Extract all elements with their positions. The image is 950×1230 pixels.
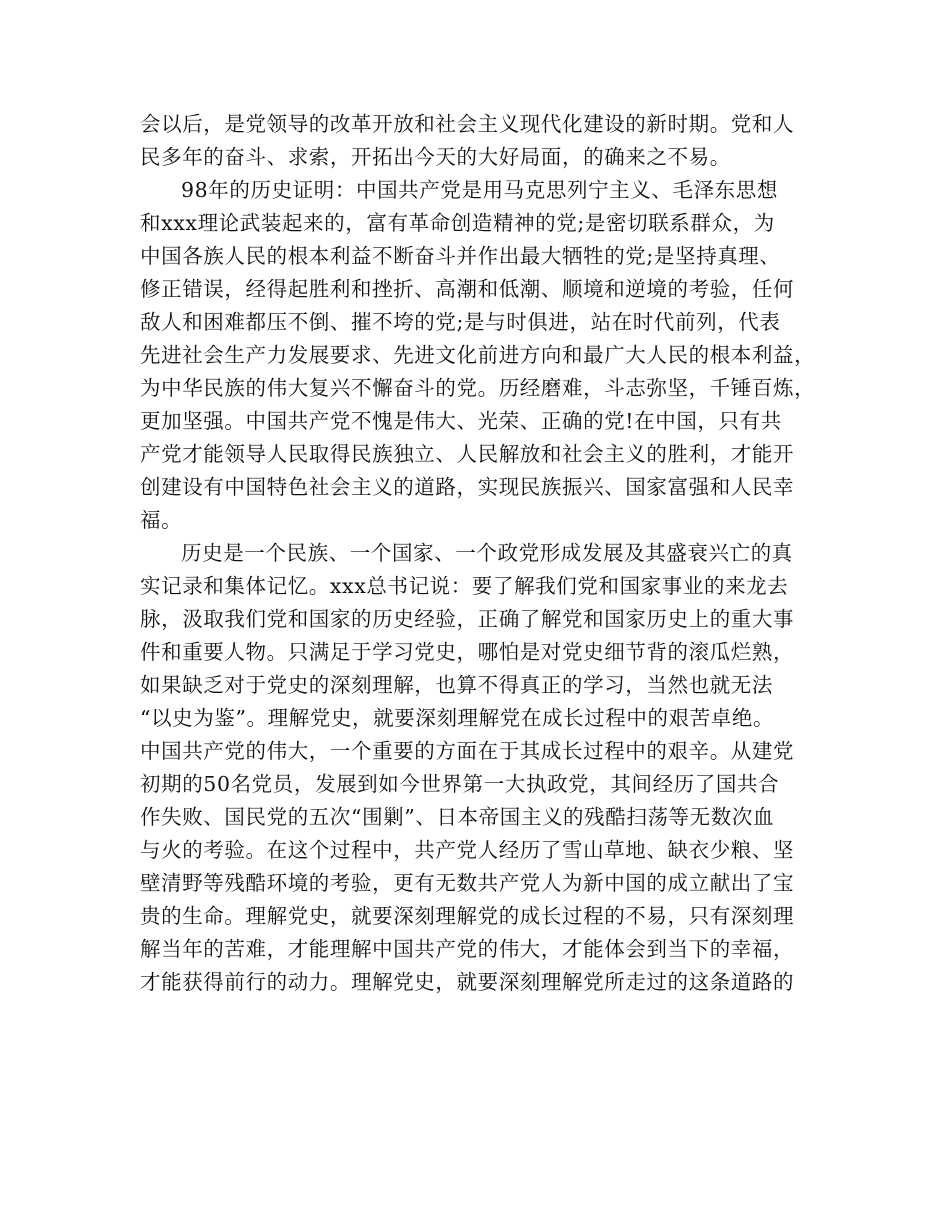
text-line: 更加坚强。中国共产党不愧是伟大、光荣、正确的党!在中国，只有共 [140,409,782,433]
text-line: 先进社会生产力发展要求、先进文化前进方向和最广大人民的根本利益， [140,343,816,367]
text-line: 如果缺乏对于党史的深刻理解，也算不得真正的学习，当然也就无法 [140,673,773,697]
text-line: 件和重要人物。只满足于学习党史，哪怕是对党史细节背的滚瓜烂熟， [140,640,795,664]
text-line: 壁清野等残酷环境的考验，更有无数共产党人为新中国的成立献出了宝 [140,871,795,895]
text-line: 作失败、国民党的五次“围剿”、日本帝国主义的残酷扫荡等无数次血 [140,805,775,829]
text-line: 创建设有中国特色社会主义的道路，实现民族振兴、国家富强和人民幸 [140,475,795,499]
paragraph-first-line: 98年的历史证明：中国共产党是用马克思列宁主义、毛泽东思想 [181,178,778,202]
text-line: 会以后，是党领导的改革开放和社会主义现代化建设的新时期。党和人 [140,112,795,136]
text-line: 才能获得前行的动力。理解党史，就要深刻理解党所走过的这条道路的 [140,970,795,994]
text-line: 福。 [140,508,183,532]
text-line: 中国各族人民的根本利益不断奋斗并作出最大牺牲的党;是坚持真理、 [140,244,781,268]
text-line: 为中华民族的伟大复兴不懈奋斗的党。历经磨难，斗志弥坚，千锤百炼， [140,376,816,400]
text-line: 实记录和集体记忆。xxx总书记说：要了解我们党和国家事业的来龙去 [140,574,789,598]
text-line: 解当年的苦难，才能理解中国共产党的伟大，才能体会到当下的幸福， [140,937,795,961]
text-line: 与火的考验。在这个过程中，共产党人经历了雪山草地、缺衣少粮、坚 [140,838,795,862]
paragraph-first-line: 历史是一个民族、一个国家、一个政党形成发展及其盛衰兴亡的真 [181,541,793,565]
text-line: 贵的生命。理解党史，就要深刻理解党的成长过程的不易，只有深刻理 [140,904,795,928]
text-line: 敌人和困难都压不倒、摧不垮的党;是与时俱进，站在时代前列，代表 [140,310,781,334]
text-line: 产党才能领导人民取得民族独立、人民解放和社会主义的胜利，才能开 [140,442,795,466]
document-body [140,108,830,999]
text-line: 中国共产党的伟大，一个重要的方面在于其成长过程中的艰辛。从建党 [140,739,795,763]
text-line: 脉，汲取我们党和国家的历史经验，正确了解党和国家历史上的重大事 [140,607,795,631]
text-line: 和xxx理论武装起来的，富有革命创造精神的党;是密切联系群众，为 [140,211,775,235]
text-line: 初期的50名党员，发展到如今世界第一大执政党，其间经历了国共合 [140,772,780,796]
text-line: 民多年的奋斗、求索，开拓出今天的大好局面，的确来之不易。 [140,145,731,169]
text-line: “以史为鉴”。理解党史，就要深刻理解党在成长过程中的艰苦卓绝。 [140,706,775,730]
text-line: 修正错误，经得起胜利和挫折、高潮和低潮、顺境和逆境的考验，任何 [140,277,795,301]
